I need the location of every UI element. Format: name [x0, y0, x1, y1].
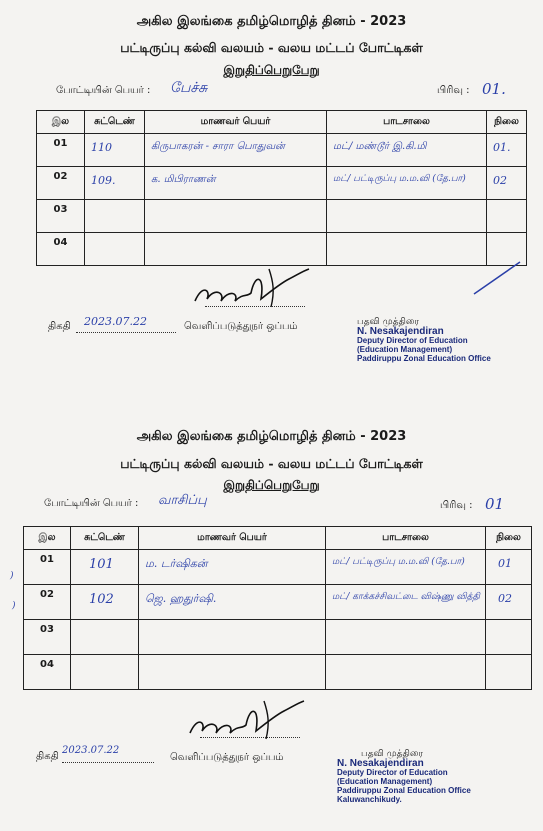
col-header-school: பாடசாலை [327, 111, 487, 134]
table-row [37, 233, 527, 266]
school-name [327, 200, 487, 233]
school-name: மட்/ பட்டிருப்பு ம.ம.வி (தே.பா) [332, 557, 465, 567]
index-number [85, 233, 145, 266]
col-header-index: சுட்டெண் [85, 111, 145, 134]
col-header-school: பாடசாலை [326, 527, 486, 550]
table-row [37, 167, 527, 200]
table-row [37, 200, 527, 233]
date-line [62, 762, 154, 763]
index-number [85, 200, 145, 233]
index-number: 110 [91, 141, 112, 154]
placing: 01. [493, 141, 511, 154]
student-name: ம. டர்ஷிகன் [145, 557, 208, 570]
competition-value: வாசிப்பு [158, 493, 207, 508]
sheet-heading-final-results: இறுதிப்பெறுபேறு [223, 478, 320, 492]
officer-stamp [337, 750, 471, 804]
placing: 02 [493, 174, 507, 187]
officer-title-line: Kaluwanchikudy. [337, 795, 402, 804]
table-row [24, 585, 532, 620]
student-name: க. மிபிராணன் [151, 174, 216, 185]
table-header-row [37, 111, 527, 134]
sheet-title: அகில இலங்கை தமிழ்மொழித் தினம் - 2023 [136, 14, 407, 29]
col-header-student-name: மாணவர் பெயர் [139, 527, 326, 550]
sheet-heading-final-results: இறுதிப்பெறுபேறு [223, 63, 320, 77]
result-sheet-reading [0, 415, 543, 831]
placing [486, 620, 532, 655]
officer-stamp [357, 318, 491, 363]
date-label: திகதி [36, 751, 59, 762]
school-name: மட்/ மண்டூர் இ.கி.மி [333, 141, 427, 152]
division-value: 01 [485, 495, 505, 513]
row-number: 04 [37, 233, 85, 266]
result-sheet-speech [0, 0, 543, 400]
competition-value: பேச்சு [170, 80, 208, 96]
officer-stamp-label: பதவி முத்திரை [357, 317, 420, 327]
margin-tick-mark: ) [10, 571, 14, 581]
officer-stamp-label: பதவி முத்திரை [361, 749, 424, 759]
officer-title-line: Deputy Director of Education [337, 768, 448, 777]
col-header-place: நிலை [486, 527, 532, 550]
student-name: ஜெ. ஹதுர்ஷி. [145, 592, 217, 605]
results-table [36, 110, 527, 266]
table-row [37, 134, 527, 167]
results-table [23, 526, 532, 690]
officer-title-line: Paddiruppu Zonal Education Office [357, 354, 491, 363]
school-name: மட்/ காக்கச்சிவட்டை விஷ்ணு வித்தி [332, 592, 480, 602]
school-name [326, 620, 486, 655]
table-row [24, 655, 532, 690]
table-row [24, 550, 532, 585]
col-header-no: இல [24, 527, 71, 550]
row-number: 03 [24, 620, 71, 655]
division-label: பிரிவு : [440, 500, 473, 511]
officer-title-line: Paddiruppu Zonal Education Office [337, 786, 471, 795]
school-name [326, 655, 486, 690]
student-name [139, 655, 326, 690]
officer-title-line: (Education Management) [337, 777, 433, 786]
row-number: 03 [37, 200, 85, 233]
signature-label: வெளிப்படுத்துநர் ஒப்பம் [170, 752, 284, 763]
sheet-subtitle: பட்டிருப்பு கல்வி வலயம் - வலய மட்டப் போட்டிகள் [120, 456, 423, 471]
table-header-row [24, 527, 532, 550]
col-header-place: நிலை [487, 111, 527, 134]
row-number: 02 [37, 167, 85, 200]
division-label: பிரிவு : [437, 85, 470, 96]
division-value: 01. [482, 80, 506, 98]
student-name [145, 233, 327, 266]
officer-name: N. Nesakajendiran [337, 758, 424, 769]
date-label: திகதி [48, 321, 71, 332]
sheet-title: அகில இலங்கை தமிழ்மொழித் தினம் - 2023 [136, 429, 407, 444]
student-name [139, 620, 326, 655]
officer-name: N. Nesakajendiran [357, 326, 444, 337]
school-name: மட்/ பட்டிருப்பு ம.ம.வி (தே.பா) [333, 174, 466, 184]
date-line [76, 332, 176, 333]
competition-label: போட்டியின் பெயர் : [56, 85, 151, 96]
school-name [327, 233, 487, 266]
index-number [71, 620, 139, 655]
index-number: 101 [89, 557, 114, 572]
competition-label: போட்டியின் பெயர் : [44, 498, 139, 509]
col-header-no: இல [37, 111, 85, 134]
signature-label: வெளிப்படுத்துநர் ஒப்பம் [184, 321, 298, 332]
row-number: 02 [24, 585, 71, 620]
col-header-index: சுட்டெண் [71, 527, 139, 550]
officer-title-line: (Education Management) [357, 345, 453, 354]
index-number: 109. [91, 174, 116, 187]
signature-image [180, 693, 320, 743]
placing [487, 200, 527, 233]
student-name [145, 200, 327, 233]
index-number: 102 [89, 592, 114, 607]
margin-tick-mark: ) [12, 601, 16, 611]
index-number [71, 655, 139, 690]
row-number: 04 [24, 655, 71, 690]
row-number: 01 [24, 550, 71, 585]
row-number: 01 [37, 134, 85, 167]
date-value: 2023.07.22 [84, 315, 147, 328]
student-name: கிருபாகரன் - சாரா பொதுவன் [151, 141, 285, 152]
col-header-student-name: மாணவர் பெயர் [145, 111, 327, 134]
officer-title-line: Deputy Director of Education [357, 336, 468, 345]
sheet-subtitle: பட்டிருப்பு கல்வி வலயம் - வலய மட்டப் போட்டிகள் [120, 40, 423, 55]
pen-stroke-mark [470, 258, 530, 298]
table-row [24, 620, 532, 655]
date-value: 2023.07.22 [62, 745, 120, 756]
signature-line [200, 737, 300, 738]
signature-line [205, 306, 305, 307]
placing: 02 [498, 592, 512, 605]
placing: 01 [498, 557, 512, 570]
placing [486, 655, 532, 690]
